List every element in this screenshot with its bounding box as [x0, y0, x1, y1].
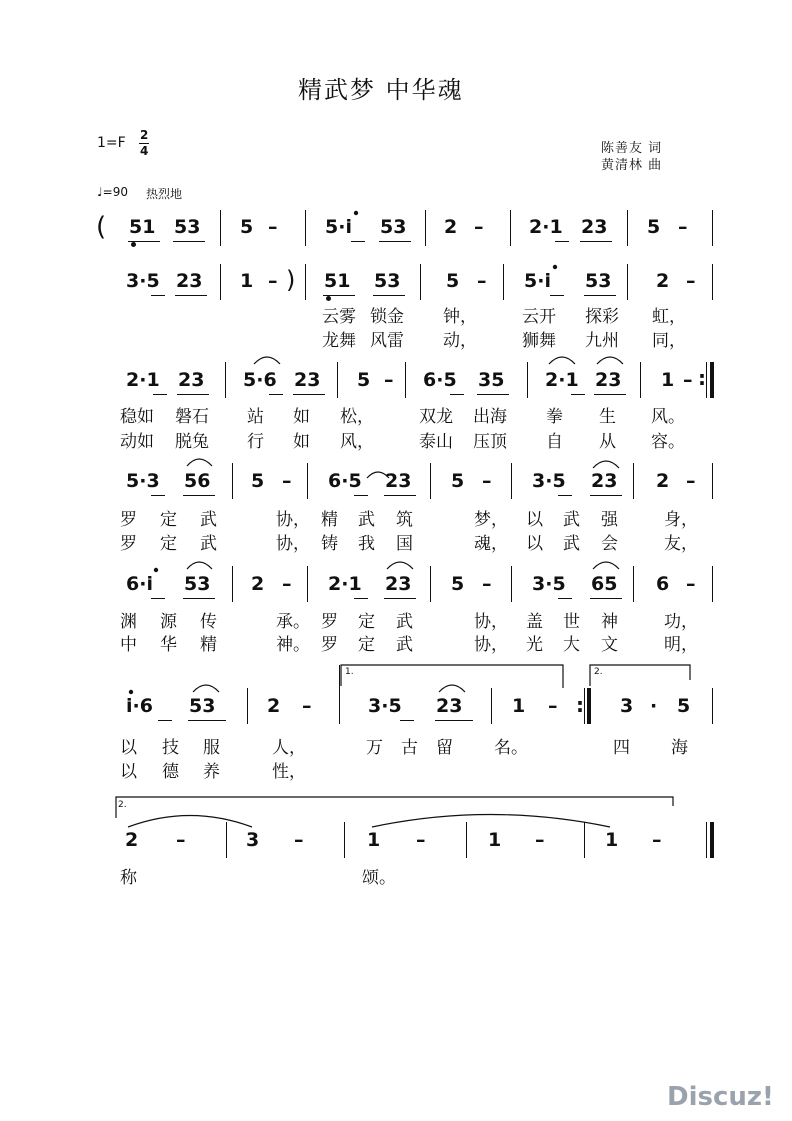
- lyric: 承。: [276, 612, 310, 632]
- note: 5·3: [126, 470, 160, 492]
- lyric: 以: [526, 510, 543, 530]
- note: –: [683, 369, 693, 391]
- note: 3·5: [126, 270, 160, 292]
- note: –: [477, 270, 487, 292]
- note: 5: [251, 470, 265, 492]
- lyricist-credit: 陈善友 词: [601, 141, 663, 156]
- lyric: 罗: [120, 534, 137, 554]
- time-signature-denominator: 4: [140, 144, 149, 158]
- lyric: 服: [203, 738, 220, 758]
- note: –: [282, 573, 292, 595]
- note: 3: [620, 695, 634, 717]
- lyric: 筑: [396, 510, 413, 530]
- lyric: 铸: [321, 534, 338, 554]
- lyric: 九州: [585, 331, 619, 351]
- lyric: 我: [358, 534, 375, 554]
- lyric: 古: [401, 738, 418, 758]
- lyric: 源: [160, 612, 177, 632]
- note: –: [294, 829, 304, 851]
- lyric: 双龙: [419, 407, 453, 427]
- note: 53: [189, 695, 216, 717]
- note: 2: [656, 270, 670, 292]
- note: ): [286, 266, 296, 294]
- lyric: 渊: [120, 612, 137, 632]
- note: 2: [251, 573, 265, 595]
- lyric: 华: [160, 635, 177, 655]
- lyric: 站: [247, 407, 264, 427]
- note: 5: [451, 573, 465, 595]
- lyric: 身，: [664, 510, 698, 530]
- note: 5·i: [325, 216, 352, 238]
- note: 2·1: [328, 573, 362, 595]
- lyric: 武: [396, 635, 413, 655]
- lyric: 自: [546, 432, 563, 452]
- note: 53: [184, 573, 211, 595]
- lyric: 神: [601, 612, 618, 632]
- note: 2: [656, 470, 670, 492]
- lyric: 海: [671, 738, 688, 758]
- lyric: 以: [120, 762, 137, 782]
- lyric: 养: [203, 762, 220, 782]
- lyric: 容。: [651, 432, 685, 452]
- lyric: 定: [160, 510, 177, 530]
- lyric: 稳如: [120, 407, 154, 427]
- lyric: 德: [162, 762, 179, 782]
- note: 23: [595, 369, 622, 391]
- slur: [549, 357, 575, 364]
- note: 2·1: [529, 216, 563, 238]
- note: 53: [174, 216, 201, 238]
- lyric: 云开: [522, 307, 556, 327]
- lyric: 从: [599, 432, 616, 452]
- lyric: 罗: [321, 635, 338, 655]
- lyric: 动，: [443, 331, 477, 351]
- lyric: 狮舞: [522, 331, 556, 351]
- note: –: [535, 829, 545, 851]
- note: –: [652, 829, 662, 851]
- slur: [593, 461, 619, 468]
- note: ·: [650, 695, 658, 717]
- lyric: 定: [160, 534, 177, 554]
- slur: [193, 685, 219, 692]
- note: –: [268, 270, 278, 292]
- lyric: 罗: [321, 612, 338, 632]
- note: –: [482, 470, 492, 492]
- volta-label: 1.: [345, 667, 354, 677]
- slur: [372, 815, 610, 828]
- note: –: [686, 470, 696, 492]
- note: –: [548, 695, 558, 717]
- lyric: 武: [200, 534, 217, 554]
- lyric: 文: [601, 635, 618, 655]
- note: 3·5: [532, 470, 566, 492]
- note: 23: [385, 573, 412, 595]
- lyric: 协，: [276, 510, 310, 530]
- note: 3: [246, 829, 260, 851]
- note: 23: [176, 270, 203, 292]
- lyric: 泰山: [419, 432, 453, 452]
- lyric: 生: [599, 407, 616, 427]
- lyric: 功，: [664, 612, 698, 632]
- lyric: 武: [563, 534, 580, 554]
- note: –: [474, 216, 484, 238]
- lyric: 传: [200, 612, 217, 632]
- slur: [254, 357, 280, 364]
- note: 23: [294, 369, 321, 391]
- lyric: 探彩: [585, 307, 619, 327]
- volta-bracket-2b: [116, 797, 673, 818]
- lyric: 拳: [546, 407, 563, 427]
- lyric: 盖: [526, 612, 543, 632]
- lyric: 光: [526, 635, 543, 655]
- note: 23: [436, 695, 463, 717]
- note: 1: [240, 270, 254, 292]
- note: 1: [488, 829, 502, 851]
- lyric: 风，: [340, 432, 374, 452]
- note: 53: [374, 270, 401, 292]
- note: 6·5: [423, 369, 457, 391]
- lyric: 风。: [651, 407, 685, 427]
- lyric: 魂，: [474, 534, 508, 554]
- note: 5·i: [524, 270, 551, 292]
- note: 1: [367, 829, 381, 851]
- note: 3·5: [368, 695, 402, 717]
- volta-bracket-2: [590, 665, 690, 686]
- expression-marking: 热烈地: [146, 187, 183, 201]
- lyric: 梦，: [474, 510, 508, 530]
- lyric: 武: [396, 612, 413, 632]
- lyric: 协，: [474, 635, 508, 655]
- lyric: 松，: [340, 407, 374, 427]
- note: 5: [240, 216, 254, 238]
- note: 5: [451, 470, 465, 492]
- note: 2: [125, 829, 139, 851]
- note: 6·i: [126, 573, 153, 595]
- note: 6·5: [328, 470, 362, 492]
- slur: [439, 685, 465, 692]
- repeat-dots: :: [576, 693, 584, 717]
- slur: [128, 816, 252, 828]
- lyric: 四: [613, 738, 630, 758]
- note: 1: [512, 695, 526, 717]
- note: –: [176, 829, 186, 851]
- lyric: 武: [200, 510, 217, 530]
- tempo-marking: ♩=90: [97, 185, 128, 199]
- composer-credit: 黄清林 曲: [601, 158, 663, 173]
- note: 51: [324, 270, 351, 292]
- slur: [387, 562, 413, 569]
- lyric: 神。: [276, 635, 310, 655]
- note: 2: [444, 216, 458, 238]
- note: 65: [591, 573, 618, 595]
- lyric: 钟，: [443, 307, 477, 327]
- lyric: 龙舞: [322, 331, 356, 351]
- slur: [187, 459, 212, 466]
- lyric: 虹，: [652, 307, 686, 327]
- lyric: 称: [120, 868, 137, 888]
- lyric: 风雷: [370, 331, 404, 351]
- lyric: 磐石: [175, 407, 209, 427]
- lyric: 压顶: [473, 432, 507, 452]
- lyric: 名。: [494, 738, 528, 758]
- note: 56: [184, 470, 211, 492]
- slur: [187, 562, 212, 569]
- note: 5: [357, 369, 371, 391]
- note: –: [384, 369, 394, 391]
- lyric: 武: [358, 510, 375, 530]
- note: 2·1: [545, 369, 579, 391]
- note: 35: [478, 369, 505, 391]
- lyric: 罗: [120, 510, 137, 530]
- lyric: 国: [396, 534, 413, 554]
- lyric: 锁金: [370, 307, 404, 327]
- lyric: 中: [120, 635, 137, 655]
- note: –: [268, 216, 278, 238]
- note: 23: [385, 470, 412, 492]
- note: –: [416, 829, 426, 851]
- key-signature: 1=F: [97, 135, 126, 151]
- note: 2·1: [126, 369, 160, 391]
- note: 6: [656, 573, 670, 595]
- lyric: 行: [247, 432, 264, 452]
- note: 5: [647, 216, 661, 238]
- lyric: 友，: [664, 534, 698, 554]
- note: 3·5: [532, 573, 566, 595]
- note: 5: [677, 695, 691, 717]
- lyric: 协，: [276, 534, 310, 554]
- lyric: 如: [293, 407, 310, 427]
- lyric: 如: [293, 432, 310, 452]
- note: 5·6: [243, 369, 277, 391]
- note: 53: [585, 270, 612, 292]
- lyric: 大: [563, 635, 580, 655]
- time-signature-numerator: 2: [140, 128, 149, 142]
- watermark-logo: Discuz!: [667, 1082, 774, 1112]
- note: 23: [581, 216, 608, 238]
- lyric: 动如: [120, 432, 154, 452]
- lyric: 强: [601, 510, 618, 530]
- lyric: 以: [120, 738, 137, 758]
- note: –: [482, 573, 492, 595]
- lyric: 留: [436, 738, 453, 758]
- note: –: [282, 470, 292, 492]
- lyric: 武: [563, 510, 580, 530]
- note: –: [302, 695, 312, 717]
- lyric: 以: [526, 534, 543, 554]
- note: 1: [605, 829, 619, 851]
- note: –: [686, 573, 696, 595]
- lyric: 技: [162, 738, 179, 758]
- lyric: 云雾: [322, 307, 356, 327]
- lyric: 脱兔: [175, 432, 209, 452]
- slur: [593, 562, 619, 569]
- lyric: 万: [366, 738, 383, 758]
- lyric: 颂。: [362, 868, 396, 888]
- lyric: 同，: [652, 331, 686, 351]
- lyric: 人，: [272, 738, 306, 758]
- note: 2: [267, 695, 281, 717]
- volta-label: 2.: [118, 800, 127, 810]
- note: 23: [178, 369, 205, 391]
- note: –: [686, 270, 696, 292]
- lyric: 精: [321, 510, 338, 530]
- slur: [597, 357, 623, 364]
- slur: [367, 472, 389, 478]
- note: (: [96, 212, 107, 242]
- note: 51: [129, 216, 156, 238]
- note: i·6: [126, 695, 153, 717]
- note: 23: [591, 470, 618, 492]
- lyric: 性，: [272, 762, 306, 782]
- note: 5: [446, 270, 460, 292]
- song-title: 精武梦 中华魂: [298, 76, 464, 104]
- lyric: 会: [601, 534, 618, 554]
- lyric: 协，: [474, 612, 508, 632]
- lyric: 定: [358, 635, 375, 655]
- lyric: 明，: [664, 635, 698, 655]
- volta-label: 2.: [594, 667, 603, 677]
- note: –: [678, 216, 688, 238]
- note: 53: [380, 216, 407, 238]
- lyric: 世: [563, 612, 580, 632]
- note: 1: [661, 369, 675, 391]
- repeat-dots: :: [698, 366, 706, 390]
- lyric: 出海: [473, 407, 507, 427]
- lyric: 定: [358, 612, 375, 632]
- lyric: 精: [200, 635, 217, 655]
